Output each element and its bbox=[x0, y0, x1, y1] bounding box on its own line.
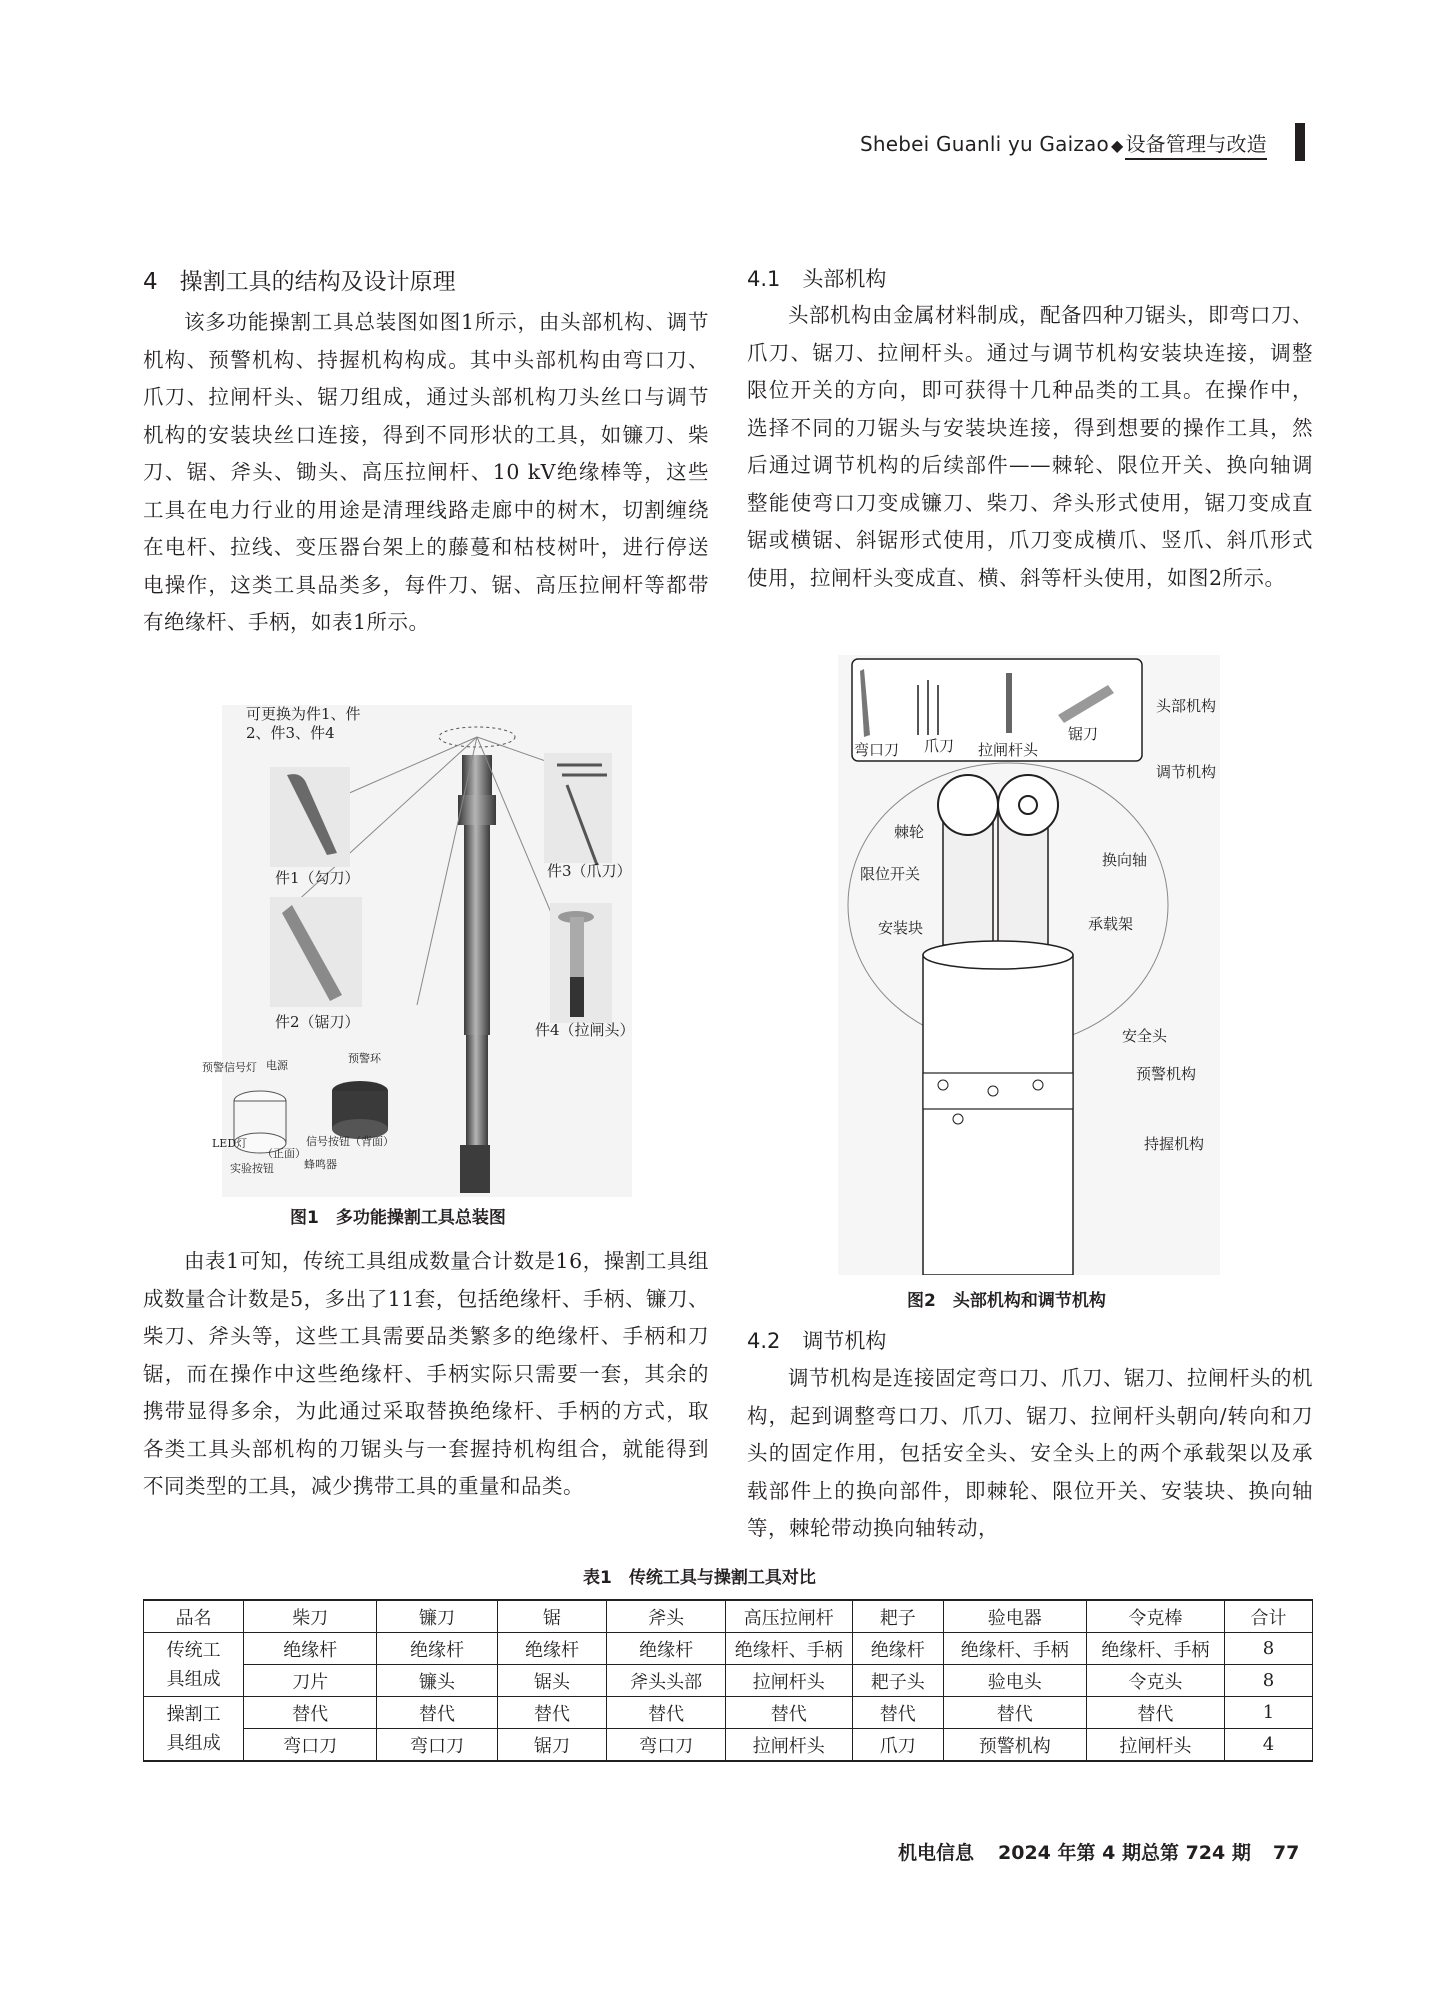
label-part3: 件3（爪刀） bbox=[547, 862, 632, 880]
table-header-row bbox=[144, 1600, 1313, 1633]
right-paragraph-2: 调节机构是连接固定弯口刀、爪刀、锯刀、拉闸杆头的机构，起到调整弯口刀、爪刀、锯刀、拉闸杆头朝向/转向和刀头的固定作用，包括安全头、安全头上的两个承载架以及承载部件上的换向部件，即棘轮、限位开关、安装块、换向轴等，棘轮带动换向轴转动， bbox=[747, 1366, 1313, 1540]
label-test-btn: 实验按钮 bbox=[230, 1162, 274, 1175]
section-title: 调节机构 bbox=[802, 1329, 887, 1353]
pole-shaft bbox=[464, 825, 490, 1035]
table-cell: 斧头头部 bbox=[607, 1665, 726, 1697]
table-cell: 替代 bbox=[943, 1697, 1086, 1729]
table-cell: 绝缘杆 bbox=[852, 1633, 943, 1665]
figure-1-illustration bbox=[222, 705, 632, 1197]
table-header-cell: 品名 bbox=[144, 1600, 244, 1633]
table-header-cell: 锯 bbox=[497, 1600, 606, 1633]
label-carrier: 承载架 bbox=[1088, 915, 1134, 933]
section-title: 头部机构 bbox=[802, 267, 887, 291]
pole-grip bbox=[460, 1145, 490, 1193]
running-header bbox=[860, 128, 1267, 157]
label-mount-block: 安装块 bbox=[878, 919, 924, 937]
table-cell: 替代 bbox=[852, 1697, 943, 1729]
table-cell: 绝缘杆 bbox=[377, 1633, 498, 1665]
table-cell: 刀片 bbox=[244, 1665, 377, 1697]
section-42-heading bbox=[747, 1325, 886, 1355]
table-cell: 替代 bbox=[244, 1697, 377, 1729]
label-safety-head: 安全头 bbox=[1122, 1027, 1168, 1045]
label-part4: 件4（拉闸头） bbox=[535, 1021, 635, 1039]
section-number: 4 bbox=[143, 269, 158, 295]
table-cell: 弯口刀 bbox=[377, 1729, 498, 1762]
label-bent-knife: 弯口刀 bbox=[854, 741, 900, 759]
header-bar bbox=[1295, 123, 1305, 161]
label-warn-ring: 预警环 bbox=[348, 1052, 381, 1065]
figure-2 bbox=[838, 655, 1220, 1275]
table-header-cell: 高压拉闸杆 bbox=[725, 1600, 852, 1633]
label-claw-knife: 爪刀 bbox=[924, 737, 955, 755]
table-cell: 替代 bbox=[1086, 1697, 1224, 1729]
table-cell: 锯头 bbox=[497, 1665, 606, 1697]
table-row bbox=[144, 1665, 1313, 1697]
label-pull-head: 拉闸杆头 bbox=[978, 741, 1039, 759]
label-warn-light: 预警信号灯 bbox=[202, 1061, 257, 1074]
table-cell: 绝缘杆 bbox=[497, 1633, 606, 1665]
header-chinese: 设备管理与改造 bbox=[1125, 132, 1266, 160]
label-front: （正面） bbox=[262, 1147, 306, 1160]
label-head-mech: 头部机构 bbox=[1156, 697, 1217, 715]
figure-1 bbox=[202, 705, 635, 1197]
table-row bbox=[144, 1729, 1313, 1762]
ratchet-left-icon bbox=[938, 775, 998, 835]
table-row bbox=[144, 1697, 1313, 1729]
table-header-cell: 镰刀 bbox=[377, 1600, 498, 1633]
label-part2: 件2（锯刀） bbox=[275, 1013, 360, 1031]
group-label-traditional: 传统工具组成 bbox=[144, 1633, 244, 1697]
table-cell: 绝缘杆 bbox=[244, 1633, 377, 1665]
label-replace: 可更换为件1、件2、件3、件4 bbox=[246, 705, 361, 742]
label-led: LED灯 bbox=[212, 1137, 248, 1150]
figure-1-caption: 图1 多功能操割工具总装图 bbox=[290, 1208, 506, 1228]
table-cell: 绝缘杆 bbox=[607, 1633, 726, 1665]
table-cell: 拉闸杆头 bbox=[725, 1665, 852, 1697]
label-adjust-mech: 调节机构 bbox=[1156, 763, 1217, 781]
label-saw: 锯刀 bbox=[1068, 725, 1099, 743]
label-part1: 件1（勾刀） bbox=[275, 869, 360, 887]
table-cell: 预警机构 bbox=[943, 1729, 1086, 1762]
section-number: 4.1 bbox=[747, 267, 781, 291]
pull-head-icon bbox=[1006, 673, 1012, 733]
table-cell: 绝缘杆、手柄 bbox=[725, 1633, 852, 1665]
table-header-cell: 合计 bbox=[1224, 1600, 1312, 1633]
table-cell: 替代 bbox=[377, 1697, 498, 1729]
group-label-cutting: 操割工具组成 bbox=[144, 1697, 244, 1762]
table-cell: 替代 bbox=[725, 1697, 852, 1729]
table-cell: 验电头 bbox=[943, 1665, 1086, 1697]
page-number: 77 bbox=[1272, 1842, 1300, 1864]
section-4-heading bbox=[143, 263, 456, 296]
table-header-cell: 柴刀 bbox=[244, 1600, 377, 1633]
section-title: 操割工具的结构及设计原理 bbox=[179, 269, 456, 295]
section-41-heading bbox=[747, 263, 886, 293]
footer-journal: 机电信息 bbox=[898, 1842, 975, 1864]
table-1-caption: 表1 传统工具与操割工具对比 bbox=[583, 1568, 816, 1588]
right-paragraph-1: 头部机构由金属材料制成，配备四种刀锯头，即弯口刀、爪刀、锯刀、拉闸杆头。通过与调节机构安装块连接，调整限位开关的方向，即可获得十几种品类的工具。在操作中，选择不同的刀锯头与安装块连接，得到想要的操作工具，然后通过调节机构的后续部件——棘轮、限位开关、换向轴调整能使弯口刀变成镰刀、柴刀、斧头形式使用，锯刀变成直锯或横锯、斜锯形式使用，爪刀变成横爪、竖爪、斜爪形式使用，拉闸杆头变成直、横、斜等杆头使用，如图2所示。 bbox=[747, 303, 1313, 590]
table-cell: 爪刀 bbox=[852, 1729, 943, 1762]
table-header-cell: 验电器 bbox=[943, 1600, 1086, 1633]
table-cell: 锯刀 bbox=[497, 1729, 606, 1762]
label-limit-switch: 限位开关 bbox=[860, 865, 921, 883]
grip-body bbox=[923, 955, 1073, 1275]
page-footer bbox=[898, 1838, 1299, 1865]
table-cell: 8 bbox=[1224, 1665, 1312, 1697]
table-row bbox=[144, 1633, 1313, 1665]
table-cell: 8 bbox=[1224, 1633, 1312, 1665]
label-warning-mech: 预警机构 bbox=[1136, 1065, 1197, 1083]
table-cell: 绝缘杆、手柄 bbox=[1086, 1633, 1224, 1665]
table-cell: 耙子头 bbox=[852, 1665, 943, 1697]
label-grip-mech: 持握机构 bbox=[1144, 1135, 1205, 1153]
table-cell: 绝缘杆、手柄 bbox=[943, 1633, 1086, 1665]
table-cell: 镰头 bbox=[377, 1665, 498, 1697]
header-latin: Shebei Guanli yu Gaizao bbox=[860, 132, 1109, 156]
label-buzzer: 蜂鸣器 bbox=[304, 1158, 337, 1171]
table-cell: 拉闸杆头 bbox=[725, 1729, 852, 1762]
comparison-table bbox=[143, 1599, 1313, 1762]
table-cell: 4 bbox=[1224, 1729, 1312, 1762]
label-signal-btn: 信号按钮（背面） bbox=[306, 1135, 394, 1148]
diamond-icon: ◆ bbox=[1110, 136, 1124, 155]
label-power: 电源 bbox=[266, 1059, 288, 1072]
table-cell: 弯口刀 bbox=[607, 1729, 726, 1762]
table-header-cell: 耙子 bbox=[852, 1600, 943, 1633]
label-ratchet: 棘轮 bbox=[894, 823, 925, 841]
table-cell: 弯口刀 bbox=[244, 1729, 377, 1762]
left-paragraph-1: 该多功能操割工具总装图如图1所示，由头部机构、调节机构、预警机构、持握机构构成。其中头部机构由弯口刀、爪刀、拉闸杆头、锯刀组成，通过头部机构刀头丝口与调节机构的安装块丝口连接，得到不同形状的工具，如镰刀、柴刀、锯、斧头、锄头、高压拉闸杆、10 kV绝缘棒等，这些工具在电力行业的用途是清理线路走廊中的树木，切割缠绕在电杆、拉线、变压器台架上的藤蔓和枯枝树叶，进行停送电操作，这类工具品类多，每件刀、锯、高压拉闸杆等都带有绝缘杆、手柄，如表1所示。 bbox=[143, 310, 709, 634]
table-header-cell: 令克棒 bbox=[1086, 1600, 1224, 1633]
section-number: 4.2 bbox=[747, 1329, 781, 1353]
figure-2-caption: 图2 头部机构和调节机构 bbox=[907, 1291, 1106, 1311]
table-cell: 1 bbox=[1224, 1697, 1312, 1729]
table-cell: 替代 bbox=[497, 1697, 606, 1729]
left-paragraph-2: 由表1可知，传统工具组成数量合计数是16，操割工具组成数量合计数是5，多出了11套，包括绝缘杆、手柄、镰刀、柴刀、斧头等，这些工具需要品类繁多的绝缘杆、手柄和刀锯，而在操作中这些绝缘杆、手柄实际只需要一套，其余的携带显得多余，为此通过采取替换绝缘杆、手柄的方式，取各类工具头部机构的刀锯头与一套握持机构组合，就能得到不同类型的工具，减少携带工具的重量和品类。 bbox=[143, 1249, 709, 1498]
table-cell: 令克头 bbox=[1086, 1665, 1224, 1697]
footer-issue: 2024 年第 4 期总第 724 期 bbox=[998, 1842, 1251, 1864]
table-header-cell: 斧头 bbox=[607, 1600, 726, 1633]
label-reverse-shaft: 换向轴 bbox=[1102, 851, 1148, 869]
table-cell: 拉闸杆头 bbox=[1086, 1729, 1224, 1762]
table-cell: 替代 bbox=[607, 1697, 726, 1729]
